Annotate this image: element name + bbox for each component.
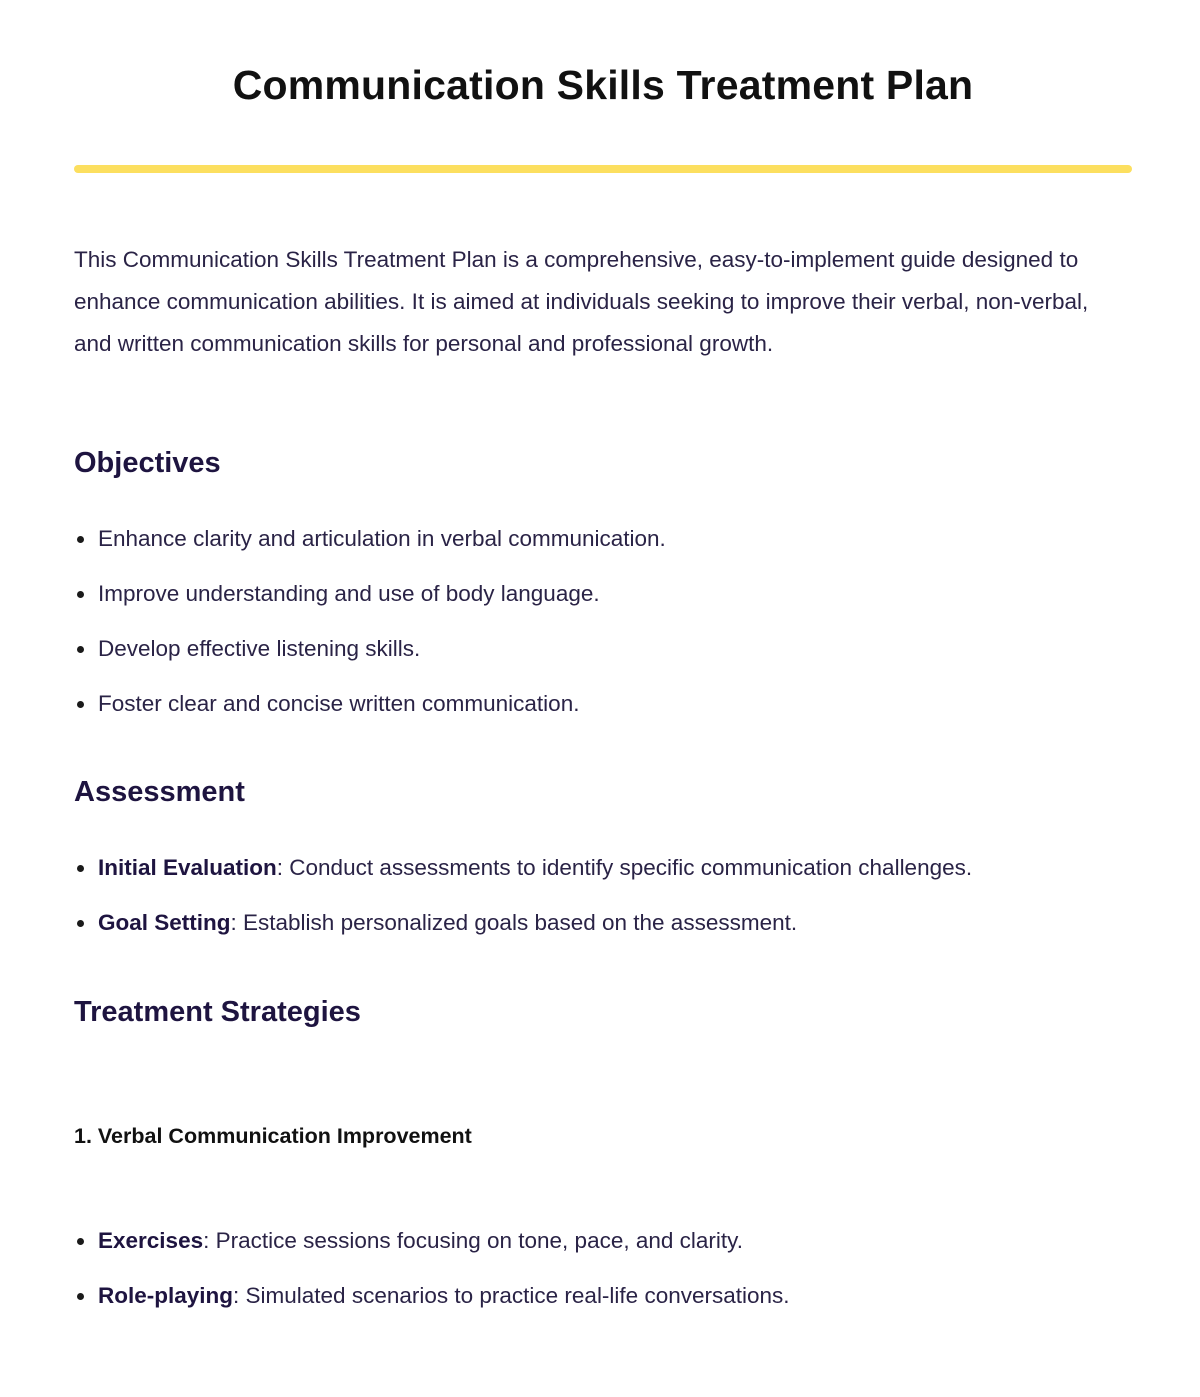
- bullet-icon: [77, 1293, 84, 1300]
- list-item: [74, 906, 1132, 961]
- bullet-icon: [77, 646, 84, 653]
- assessment-heading: Assessment: [74, 776, 245, 808]
- strategy-term: Role-playing: [98, 1283, 234, 1308]
- bullet-icon: [77, 920, 84, 927]
- assessment-term: Initial Evaluation: [98, 855, 277, 880]
- bullet-icon: [77, 701, 84, 708]
- bullet-icon: [77, 536, 84, 543]
- intro-paragraph: This Communication Skills Treatment Plan is a comprehensive, easy-to-implement guide designed to enhance communication abilities. It is aimed at individuals seeking to improve their verbal, non-verbal, and written communication skills for personal and professional growth.: [74, 247, 1089, 356]
- bullet-icon: [77, 1238, 84, 1245]
- treatment-strategies-heading: Treatment Strategies: [74, 996, 361, 1028]
- assessment-description: : Conduct assessments to identify specific communication challenges.: [276, 855, 973, 880]
- objective-text: Enhance clarity and articulation in verbal communication.: [98, 526, 666, 551]
- verbal-strategies-list: [74, 1224, 1132, 1334]
- verbal-communication-subheading: 1. Verbal Communication Improvement: [74, 1124, 472, 1148]
- assessment-term: Goal Setting: [98, 910, 231, 935]
- objectives-heading: Objectives: [74, 447, 221, 479]
- list-item: [74, 522, 1132, 577]
- list-item: [74, 577, 1132, 632]
- strategy-description: : Practice sessions focusing on tone, pace, and clarity.: [203, 1228, 743, 1253]
- strategy-description: : Simulated scenarios to practice real-life conversations.: [233, 1283, 790, 1308]
- list-item: [74, 1224, 1132, 1279]
- list-item: [74, 851, 1132, 906]
- strategy-term: Exercises: [98, 1228, 204, 1253]
- objective-text: Foster clear and concise written communication.: [98, 691, 580, 716]
- assessment-list: [74, 851, 1132, 961]
- objective-text: Develop effective listening skills.: [98, 636, 421, 661]
- bullet-icon: [77, 865, 84, 872]
- list-item: [74, 632, 1132, 687]
- list-item: [74, 687, 1132, 742]
- list-item: [74, 1279, 1132, 1334]
- bullet-icon: [77, 591, 84, 598]
- objectives-list: [74, 522, 1132, 742]
- document-title: Communication Skills Treatment Plan: [232, 62, 974, 108]
- objective-text: Improve understanding and use of body language.: [98, 581, 600, 606]
- assessment-description: : Establish personalized goals based on the assessment.: [230, 910, 798, 935]
- title-underline-rule: [74, 165, 1132, 173]
